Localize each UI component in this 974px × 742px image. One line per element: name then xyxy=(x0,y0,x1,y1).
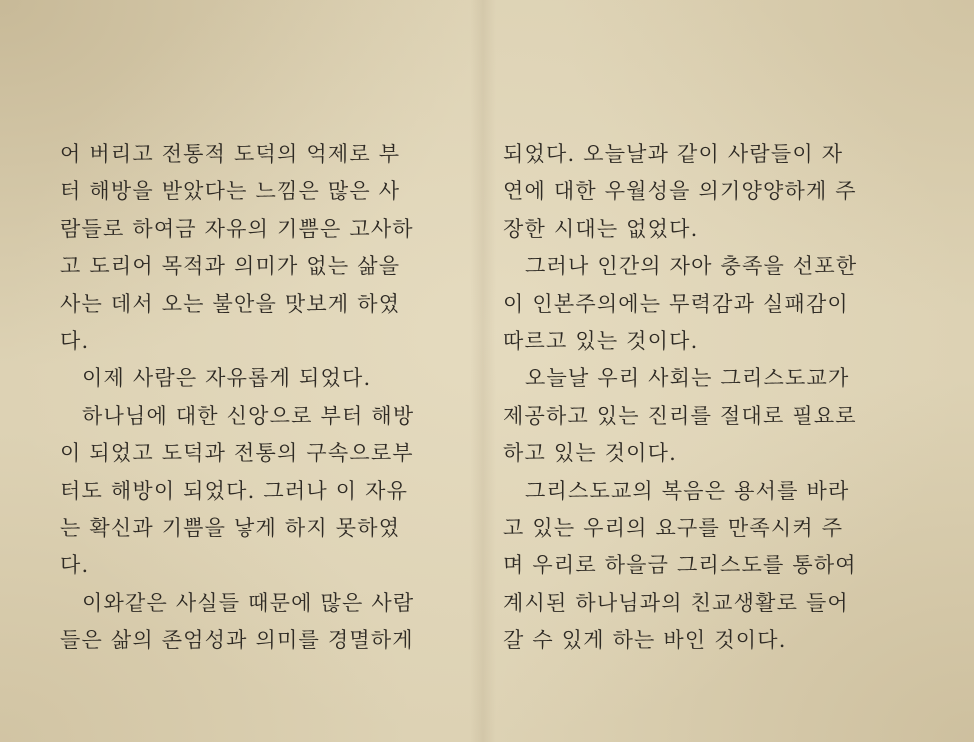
text-line: 그리스도교의 복음은 용서를 바라 xyxy=(525,478,850,503)
text-line: 터 해방을 받았다는 느낌은 많은 사 xyxy=(60,179,401,204)
text-line: 연에 대한 우월성을 의기양양하게 주 xyxy=(503,179,857,204)
text-line: 되었다. 오늘날과 같이 사람들이 자 xyxy=(503,142,844,166)
text-line: 이 되었고 도덕과 전통의 구속으로부 xyxy=(60,441,414,466)
text-line: 그러나 인간의 자아 충족을 선포한 xyxy=(525,254,858,279)
text-line: 하나님에 대한 신앙으로 부터 해방 xyxy=(82,403,415,428)
text-line: 하고 있는 것이다. xyxy=(503,441,678,466)
text-line: 며 우리로 하을금 그리스도를 통하여 xyxy=(503,553,857,578)
text-line: 터도 해방이 되었다. 그러나 이 자유 xyxy=(60,478,409,503)
text-line: 오늘날 우리 사회는 그리스도교가 xyxy=(525,366,850,391)
text-line: 들은 삶의 존엄성과 의미를 경멸하게 xyxy=(60,628,414,653)
text-line: 갈 수 있게 하는 바인 것이다. xyxy=(503,628,787,653)
text-line: 따르고 있는 것이다. xyxy=(503,328,699,353)
page-gutter xyxy=(470,0,496,742)
text-line: 람들로 하여금 자유의 기쁨은 고사하 xyxy=(60,216,414,241)
text-line: 고 있는 우리의 요구를 만족시켜 주 xyxy=(503,515,844,540)
left-text-column xyxy=(60,136,460,659)
text-line: 는 확신과 기쁨을 낳게 하지 못하였 xyxy=(60,515,401,540)
text-line: 장한 시대는 없었다. xyxy=(503,216,699,241)
text-line: 사는 데서 오는 불안을 맛보게 하였 xyxy=(60,291,401,316)
text-line: 다. xyxy=(60,553,90,578)
text-line: 고 도리어 목적과 의미가 없는 삶을 xyxy=(60,254,401,279)
text-line: 이제 사람은 자유롭게 되었다. xyxy=(82,366,372,391)
text-line: 제공하고 있는 진리를 절대로 필요로 xyxy=(503,403,857,428)
text-line: 계시된 하나님과의 친교생활로 들어 xyxy=(503,590,849,615)
text-line: 이와같은 사실들 때문에 많은 사람 xyxy=(82,590,415,615)
right-text-column xyxy=(503,136,903,659)
text-line: 다. xyxy=(60,328,90,353)
text-line: 어 버리고 전통적 도덕의 억제로 부 xyxy=(60,142,401,166)
text-line: 이 인본주의에는 무력감과 실패감이 xyxy=(503,291,849,316)
